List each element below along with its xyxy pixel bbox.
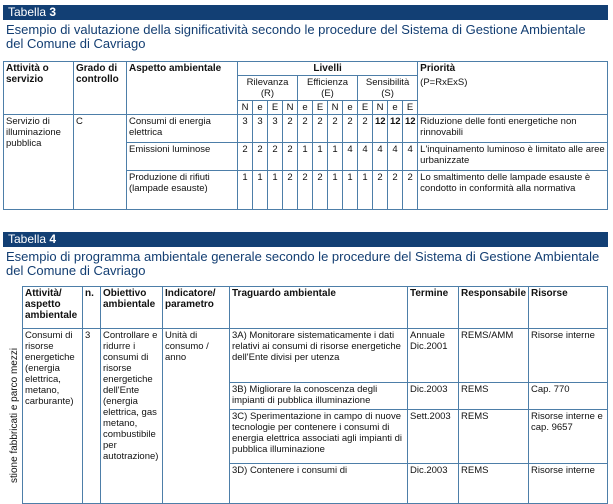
t3-header-efficienza: Efficienza (E) [298, 76, 358, 101]
t3-header-attivita: Attività o servizio [4, 62, 74, 115]
t3-r-E: 2 [268, 143, 283, 171]
t3-e-e: 2 [298, 171, 313, 210]
t3-s-E: 2 [358, 115, 373, 143]
t4-header-risorse: Risorse [529, 287, 608, 329]
t3-sub-e: e [253, 101, 268, 115]
table3-label-bar [3, 5, 608, 20]
t4-termine: Sett.2003 [408, 410, 459, 464]
t3-e-e: 1 [298, 143, 313, 171]
t3-priority: Riduzione delle fonti energetiche non rinnovabili [418, 115, 608, 143]
t3-e-n: 2 [283, 115, 298, 143]
t3-r-E: 3 [268, 115, 283, 143]
t4-responsabile: REMS [459, 383, 529, 410]
t3-s-E: 1 [358, 171, 373, 210]
t3-aspect: Emissioni luminose [127, 143, 238, 171]
t3-p-n: 4 [373, 143, 388, 171]
t3-priority: Lo smaltimento delle lampade esauste è condotto in conformità alla normativa [418, 171, 608, 210]
t4-responsabile: REMS [459, 464, 529, 504]
table4-side-label: stione fabbricati e parco mezzi [9, 347, 20, 483]
t4-target: 3D) Contenere i consumi di [230, 464, 408, 504]
t3-service: Servizio di illuminazione pubblica [4, 115, 74, 210]
table4-number: 4 [49, 232, 57, 246]
t3-s-e: 2 [343, 115, 358, 143]
t3-r-n: 2 [238, 143, 253, 171]
t3-sub-n: N [373, 101, 388, 115]
t3-sub-e: e [298, 101, 313, 115]
t4-risorse: Risorse interne e cap. 9657 [529, 410, 608, 464]
t3-p-E: 2 [403, 171, 418, 210]
t4-target: 3B) Migliorare la conoscenza degli impianti di pubblica illuminazione [230, 383, 408, 410]
t3-e-n: 2 [283, 171, 298, 210]
t4-header-attivita: Attività/ aspetto ambientale [23, 287, 83, 329]
t3-header-grado: Grado di controllo [74, 62, 127, 115]
t4-termine: Annuale Dic.2001 [408, 329, 459, 383]
t4-risorse: Risorse interne [529, 464, 608, 504]
t3-p-n: 12 [373, 115, 388, 143]
t3-sub-E: E [403, 101, 418, 115]
t3-header-rilevanza: Rilevanza (R) [238, 76, 298, 101]
t3-r-E: 1 [268, 171, 283, 210]
t3-sub-E: E [313, 101, 328, 115]
t3-row [4, 115, 608, 143]
t3-p-e: 2 [388, 171, 403, 210]
t3-p-n: 2 [373, 171, 388, 210]
t3-e-E: 1 [313, 143, 328, 171]
t4-header-termine: Termine [408, 287, 459, 329]
t4-risorse: Risorse interne [529, 329, 608, 383]
t4-activity: Consumi di risorse energetiche (energia elettrica, metano, carburante) [23, 329, 83, 504]
table3 [3, 61, 608, 210]
t3-sub-E: E [358, 101, 373, 115]
t4-target: 3C) Sperimentazione in campo di nuove tecnologie per contenere i consumi di energia elettrica associati agli impianti di pubblica illuminazione [230, 410, 408, 464]
t4-header-obiettivo: Obiettivo ambientale [101, 287, 163, 329]
t4-target: 3A) Monitorare sistematicamente i dati relativi ai consumi di risorse energetiche dell'Ente divisi per utenza [230, 329, 408, 383]
t3-e-n: 2 [283, 143, 298, 171]
t3-p-E: 4 [403, 143, 418, 171]
t4-responsabile: REMS/AMM [459, 329, 529, 383]
t4-indicator: Unità di consumo / anno [163, 329, 230, 504]
table4 [22, 286, 608, 504]
t3-sub-n: N [283, 101, 298, 115]
t3-sub-e: e [343, 101, 358, 115]
t3-e-E: 2 [313, 115, 328, 143]
t3-s-E: 4 [358, 143, 373, 171]
t3-sub-n: N [238, 101, 253, 115]
t4-header-traguardo: Traguardo ambientale [230, 287, 408, 329]
t3-sub-E: E [268, 101, 283, 115]
t4-responsabile: REMS [459, 410, 529, 464]
t3-sub-e: e [388, 101, 403, 115]
t3-p-e: 12 [388, 115, 403, 143]
table4-label-bar [3, 232, 608, 247]
t3-s-n: 2 [328, 115, 343, 143]
t4-objective: Controllare e ridurre i consumi di risorse energetiche dell'Ente (energia elettrica, gas metano, combustibile per autotrazione) [101, 329, 163, 504]
t3-header-sensibilita: Sensibilità (S) [358, 76, 418, 101]
t3-p-E: 12 [403, 115, 418, 143]
table4-title: Esempio di programma ambientale generale secondo le procedure del Sistema di Gestione Ambientale del Comune di Cavriago [6, 249, 600, 278]
t3-header-priorita: Priorità [418, 62, 608, 76]
table3-title: Esempio di valutazione della significatività secondo le procedure del Sistema di Gestione Ambientale del Comune di Cavriago [6, 22, 586, 51]
t3-s-n: 1 [328, 143, 343, 171]
t3-s-e: 1 [343, 171, 358, 210]
table4-label: Tabella [8, 232, 47, 246]
t3-header-aspetto: Aspetto ambientale [127, 62, 238, 115]
t3-grade: C [74, 115, 127, 210]
t3-r-e: 2 [253, 143, 268, 171]
t3-r-n: 1 [238, 171, 253, 210]
table3-number: 3 [49, 5, 57, 19]
t4-termine: Dic.2003 [408, 464, 459, 504]
t3-r-n: 3 [238, 115, 253, 143]
t3-e-E: 2 [313, 171, 328, 210]
table3-label: Tabella [8, 5, 47, 19]
t4-risorse: Cap. 770 [529, 383, 608, 410]
t3-e-e: 2 [298, 115, 313, 143]
t4-number: 3 [83, 329, 101, 504]
t3-sub-n: N [328, 101, 343, 115]
t3-s-e: 4 [343, 143, 358, 171]
t3-p-e: 4 [388, 143, 403, 171]
t4-header-indicatore: Indicatore/ parametro [163, 287, 230, 329]
t3-aspect: Produzione di rifiuti (lampade esauste) [127, 171, 238, 210]
t3-aspect: Consumi di energia elettrica [127, 115, 238, 143]
t4-row [23, 329, 608, 383]
t4-header-responsabile: Responsabile [459, 287, 529, 329]
t3-header-formula: (P=RxExS) [418, 76, 608, 115]
t4-header-n: n. [83, 287, 101, 329]
table4-side-label-wrap [0, 287, 20, 487]
t3-s-n: 1 [328, 171, 343, 210]
t3-header-livelli: Livelli [238, 62, 418, 76]
t3-priority: L'inquinamento luminoso è limitato alle aree urbanizzate [418, 143, 608, 171]
t4-termine: Dic.2003 [408, 383, 459, 410]
t3-r-e: 3 [253, 115, 268, 143]
t3-r-e: 1 [253, 171, 268, 210]
